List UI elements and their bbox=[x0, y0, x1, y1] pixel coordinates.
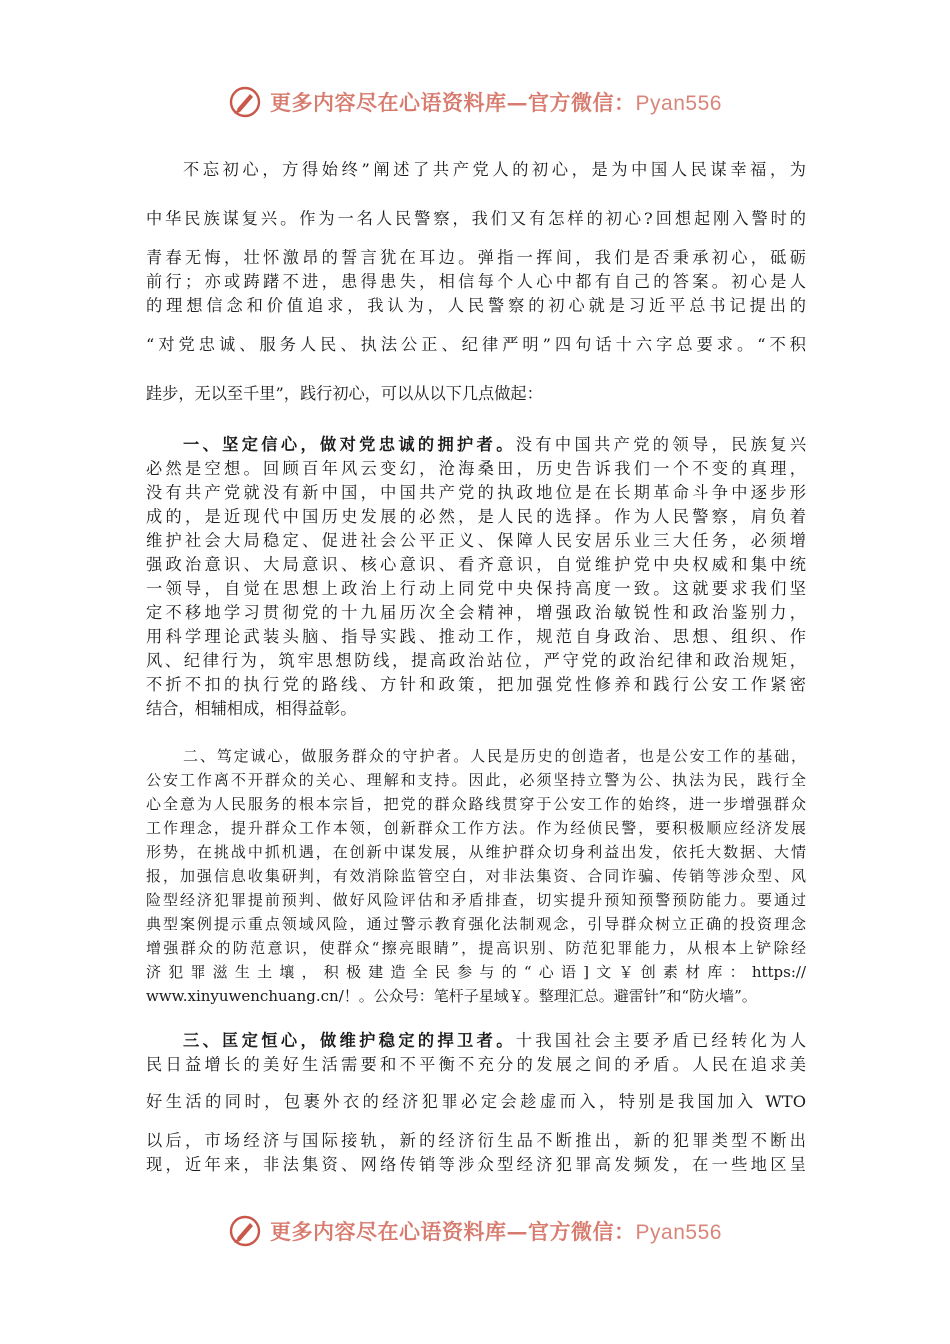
text-line: 没有共产党就没有新中国，中国共产党的执政地位是在长期革命斗争中逐步形 bbox=[146, 483, 806, 502]
text-line: 三、匡定恒心，做维护稳定的捍卫者。十我国社会主要矛盾已经转化为人 bbox=[183, 1031, 807, 1050]
text-line: 二、笃定诚心，做服务群众的守护者。人民是历史的创造者，也是公安工作的基础， bbox=[183, 747, 806, 765]
text-line: 工作理念，提升群众工作本领，创新群众工作方法。作为经侦民警，要积极顺应经济发展 bbox=[146, 819, 806, 837]
text-line: 前行；亦或踌躇不进，患得患失，相信每个人心中都有自己的答案。初心是人 bbox=[146, 272, 806, 291]
text-line: 用科学理论武装头脑、指导实践、推动工作，规范自身政治、思想、组织、作 bbox=[146, 627, 806, 646]
pen-logo-icon bbox=[228, 1214, 262, 1248]
text-line: 强政治意识、大局意识、核心意识、看齐意识，自觉维护党中央权威和集中统 bbox=[146, 555, 806, 574]
section-heading: 一、坚定信心，做对党忠诚的拥护者。 bbox=[183, 435, 516, 454]
text-line: 青春无悔，壮怀激昂的誓言犹在耳边。弹指一挥间，我们是否秉承初心，砥砺 bbox=[146, 248, 806, 267]
text-line: 以后，市场经济与国际接轨，新的经济衍生品不断推出，新的犯罪类型不断出 bbox=[146, 1131, 806, 1150]
header-banner bbox=[0, 82, 950, 122]
text-line: 结合，相辅相成，相得益彰。 bbox=[146, 699, 357, 718]
text-line: 的理想信念和价值追求，我认为，人民警察的初心就是习近平总书记提出的 bbox=[146, 296, 806, 315]
text-line: 跬步，无以至千里”，践行初心，可以从以下几点做起： bbox=[146, 384, 543, 403]
text-line: 定不移地学习贯彻党的十九届历次全会精神，增强政治敏锐性和政治鉴别力， bbox=[146, 603, 806, 622]
text-line: 一、坚定信心，做对党忠诚的拥护者。没有中国共产党的领导，民族复兴 bbox=[183, 435, 807, 454]
text-line: 报，加强信息收集研判，有效消除监管空白，对非法集资、合同诈骗、传销等涉众型、风 bbox=[146, 867, 806, 885]
text-line: “对党忠诚、服务人民、执法公正、纪律严明”四句话十六字总要求。“不积 bbox=[146, 335, 806, 354]
text-line: www.xinyuwenchuang.cn/！。公众号：笔杆子星域￥。整理汇总。避雷针”和“防火墙”。 bbox=[146, 987, 757, 1005]
text-line: 一领导，自觉在思想上政治上行动上同党中央保持高度一致。这就要求我们坚 bbox=[146, 579, 806, 598]
text-line: 成的，是近现代中国历史发展的必然，是人民的选择。作为人民警察，肩负着 bbox=[146, 507, 806, 526]
text-line: 风、纪律行为，筑牢思想防线，提高政治站位，严守党的政治纪律和政治规矩， bbox=[146, 651, 806, 670]
footer-banner bbox=[0, 1211, 950, 1251]
text-line: 民日益增长的美好生活需要和不平衡不充分的发展之间的矛盾。人民在追求美 bbox=[146, 1055, 806, 1074]
text-line: 好生活的同时，包裹外衣的经济犯罪必定会趁虚而入，特别是我国加入 WTO bbox=[146, 1092, 806, 1111]
text-line: 形势，在挑战中抓机遇，在创新中谋发展，从维护群众切身利益出发，依托大数据、大情 bbox=[146, 843, 806, 861]
section-heading: 三、匡定恒心，做维护稳定的捍卫者。 bbox=[183, 1031, 516, 1050]
text-line: 心全意为人民服务的根本宗旨，把党的群众路线贯穿于公安工作的始终，进一步增强群众 bbox=[146, 795, 806, 813]
text-line: 济犯罪滋生土壤，积极建造全民参与的“心语]文￥创素材库：https:// bbox=[146, 963, 806, 981]
text-line: 公安工作离不开群众的关心、理解和支持。因此，必须坚持立警为公、执法为民，践行全 bbox=[146, 771, 806, 789]
text-line: 险型经济犯罪提前预判、做好风险评估和矛盾排查，切实提升预知预警预防能力。要通过 bbox=[146, 891, 806, 909]
text-line: 典型案例提示重点领域风险，通过警示教育强化法制观念，引导群众树立正确的投资理念 bbox=[146, 915, 806, 933]
text-line: 必然是空想。回顾百年风云变幻，沧海桑田，历史告诉我们一个不变的真理， bbox=[146, 459, 806, 478]
text-line: 维护社会大局稳定、促进社会公平正义、保障人民安居乐业三大任务，必须增 bbox=[146, 531, 806, 550]
banner-text: 更多内容尽在心语资料库—官方微信：Pyan556 bbox=[270, 1219, 722, 1244]
text-line: 增强群众的防范意识，使群众“擦亮眼睛”，提高识别、防范犯罪能力，从根本上铲除经 bbox=[146, 939, 806, 957]
wechat-id: Pyan556 bbox=[635, 92, 722, 115]
text-line: 不折不扣的执行党的路线、方针和政策，把加强党性修养和践行公安工作紧密 bbox=[146, 675, 806, 694]
banner-text: 更多内容尽在心语资料库—官方微信：Pyan556 bbox=[270, 90, 722, 115]
pen-logo-icon bbox=[228, 85, 262, 119]
text-line: 现，近年来，非法集资、网络传销等涉众型经济犯罪高发频发，在一些地区呈 bbox=[146, 1155, 806, 1174]
text-line: 不忘初心，方得始终”阐述了共产党人的初心，是为中国人民谋幸福，为 bbox=[183, 160, 806, 179]
wechat-id: Pyan556 bbox=[635, 1221, 722, 1244]
text-line: 中华民族谋复兴。作为一名人民警察，我们又有怎样的初心?回想起刚入警时的 bbox=[146, 209, 806, 228]
